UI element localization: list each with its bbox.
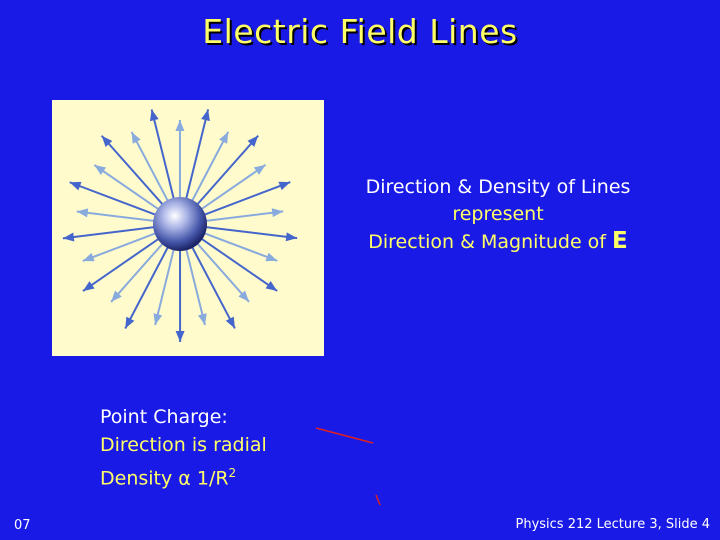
red-annotation-tick [376, 495, 380, 505]
field-line [202, 227, 297, 238]
field-arrowhead [286, 232, 297, 241]
field-line [155, 245, 175, 325]
formula-exponent: 2 [228, 466, 237, 480]
field-arrowhead [266, 281, 278, 291]
field-line [195, 136, 259, 208]
field-line [111, 240, 165, 301]
field-arrowhead [70, 182, 82, 190]
field-line [195, 240, 249, 301]
field-arrowhead [83, 253, 95, 261]
field-line [185, 109, 208, 202]
field-arrowhead [77, 208, 88, 217]
red-annotation-stroke [316, 428, 373, 443]
footer-caption: Physics 212 Lecture 3, Slide 4 [515, 517, 710, 532]
field-arrowhead [254, 165, 266, 175]
note-line-3 [100, 459, 267, 492]
field-line [102, 136, 166, 208]
field-line [202, 211, 283, 221]
description-line-3-text: Direction & Magnitude of [368, 231, 613, 253]
note-line-2: Direction is radial [100, 434, 267, 456]
proportional-symbol: α [178, 467, 191, 490]
density-label: Density [100, 467, 179, 490]
field-arrowhead [272, 208, 283, 217]
point-charge-sphere [153, 197, 207, 251]
field-arrowhead [94, 165, 106, 175]
description-line-1: Direction & Density of Lines [365, 176, 631, 198]
description-line-2: represent [452, 203, 544, 225]
annotation-marks [300, 340, 420, 510]
density-formula: 1/R [190, 467, 229, 490]
e-vector-symbol: E [612, 228, 628, 254]
field-line [77, 212, 158, 222]
field-arrowhead [83, 281, 95, 291]
note-line-1: Point Charge: [100, 406, 228, 428]
point-charge-notes [100, 403, 267, 492]
field-line [185, 245, 205, 325]
field-arrowhead [175, 120, 184, 131]
field-arrowhead [63, 233, 74, 242]
field-description [326, 174, 670, 256]
slide-title: Electric Field Lines [202, 12, 518, 51]
field-arrowhead [265, 253, 277, 261]
slide-number: 07 [14, 518, 31, 533]
field-arrowhead [278, 182, 290, 190]
field-lines-figure [52, 100, 324, 356]
field-line [63, 227, 158, 239]
radial-field-diagram [52, 100, 324, 356]
field-line [152, 109, 175, 202]
description-line-3 [326, 228, 670, 256]
field-arrowhead [176, 331, 185, 342]
